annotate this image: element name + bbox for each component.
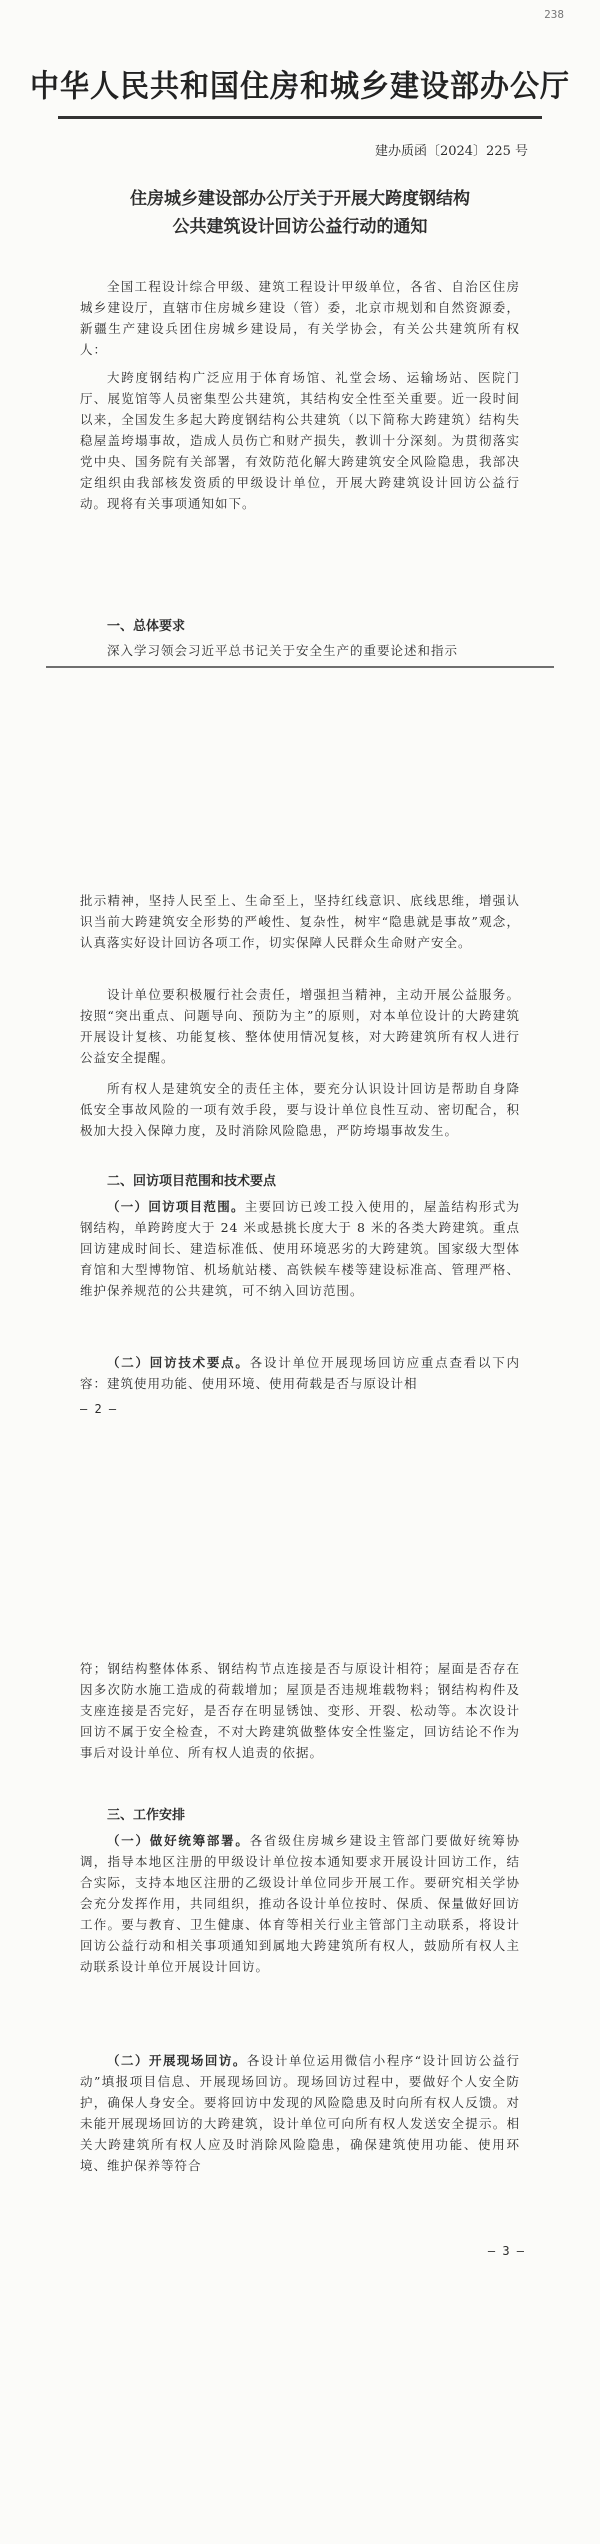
document-page-1 xyxy=(0,0,600,880)
intro-paragraph: 大跨度钢结构广泛应用于体育场馆、礼堂会场、运输场站、医院门厅、展览馆等人员密集型公共建筑，其结构安全性至关重要。近一段时间以来，全国发生多起大跨度钢结构公共建筑（以下简称大跨建筑）结构失稳屋盖垮塌事故，造成人员伤亡和财产损失，教训十分深刻。为贯彻落实党中央、国务院有关部署，有效防范化解大跨建筑安全风险隐患，我部决定组织由我部核发资质的甲级设计单位，开展大跨建筑设计回访公益行动。现将有关事项通知如下。 xyxy=(80,370,520,511)
general-requirements-paragraph-cont: 批示精神，坚持人民至上、生命至上，坚持红线意识、底线思维，增强认识当前大跨建筑安全形势的严峻性、复杂性，树牢“隐患就是事故”观念，认真落实好设计回访各项工作，切实保障人民群众生命财产安全。 xyxy=(80,893,520,950)
technical-points-paragraph xyxy=(80,1352,520,1394)
section-heading-3: 三、工作安排 xyxy=(107,1808,186,1823)
document-page-3 xyxy=(0,1640,600,2544)
page-number-3: — 3 — xyxy=(487,2244,524,2258)
document-page-2 xyxy=(0,880,600,1640)
site-visit-text: 各设计单位运用微信小程序“设计回访公益行动”填报项目信息、开展现场回访。现场回访过程中，要做好个人安全防护，确保人身安全。要将回访中发现的风险隐患及时向所有权人反馈。对未能开展现场回访的大跨建筑，设计单位可向所有权人发送安全提示。相关大跨建筑所有权人应及时消除风险隐患，确保建筑使用功能、使用环境、维护保养等符合 xyxy=(80,2053,520,2173)
site-visit-paragraph xyxy=(80,2050,520,2176)
owner-responsibility-paragraph: 所有权人是建筑安全的责任主体，要充分认识设计回访是帮助自身降低安全事故风险的一项有效手段，要与设计单位良性互动、密切配合，积极加大投入保障力度，及时消除风险隐患，严防垮塌事故发生。 xyxy=(80,1081,520,1138)
general-requirements-paragraph-start: 深入学习领会习近平总书记关于安全生产的重要论述和指示 xyxy=(107,643,459,658)
scope-paragraph xyxy=(80,1196,520,1301)
coordination-paragraph xyxy=(80,1830,520,1977)
site-visit-label: （二）开展现场回访。 xyxy=(107,2053,247,2068)
document-number: 建办质函〔2024〕225 号 xyxy=(374,144,528,159)
technical-points-label: （二）回访技术要点。 xyxy=(107,1355,250,1370)
issuing-office-header: 中华人民共和国住房和城乡建设部办公厅 xyxy=(29,68,570,104)
designer-responsibility-paragraph: 设计单位要积极履行社会责任，增强担当精神，主动开展公益服务。按照“突出重点、问题导向、预防为主”的原则，对本单位设计的大跨建筑开展设计复核、功能复核、整体使用情况复核，对大跨建筑所有权人进行公益安全提醒。 xyxy=(80,987,520,1065)
scope-text: 主要回访已竣工投入使用的，屋盖结构形式为钢结构，单跨跨度大于 24 米或悬挑长度大于 8 米的各类大跨建筑。重点回访建成时间长、建造标准低、使用环境恶劣的大跨建筑。国家级大型体育馆和大型博物馆、机场航站楼、高铁候车楼等建设标准高、管理严格、维护保养规范的公共建筑，可不纳入回访范围。 xyxy=(80,1199,520,1298)
archive-stamp-number: 238 xyxy=(544,8,564,21)
section-heading-2: 二、回访项目范围和技术要点 xyxy=(107,1174,277,1189)
header-rule xyxy=(58,116,542,119)
document-title-line-2: 公共建筑设计回访公益行动的通知 xyxy=(172,217,428,237)
page-number-2: — 2 — xyxy=(80,1402,117,1416)
section-heading-1: 一、总体要求 xyxy=(107,619,186,634)
scope-label: （一）回访项目范围。 xyxy=(107,1199,245,1214)
technical-points-text: 各设计单位开展现场回访应重点查看以下内容：建筑使用功能、使用环境、使用荷载是否与原设计相 xyxy=(80,1355,520,1391)
coordination-text: 各省级住房城乡建设主管部门要做好统筹协调，指导本地区注册的甲级设计单位按本通知要求开展设计回访工作，结合实际，支持本地区注册的乙级设计单位同步开展工作。要研究相关学协会充分发挥作用，共同组织，推动各设计单位按时、保质、保量做好回访工作。要与教育、卫生健康、体育等相关行业主管部门主动联系，将设计回访公益行动和相关事项通知到属地大跨建筑所有权人，鼓励所有权人主动联系设计单位开展设计回访。 xyxy=(80,1833,520,1974)
technical-points-paragraph-cont: 符；钢结构整体体系、钢结构节点连接是否与原设计相符；屋面是否存在因多次防水施工造成的荷载增加；屋顶是否违规堆载物料；钢结构构件及支座连接是否完好，是否存在明显锈蚀、变形、开裂、松动等。本次设计回访不属于安全检查，不对大跨建筑做整体安全性鉴定，回访结论不作为事后对设计单位、所有权人追责的依据。 xyxy=(80,1661,520,1760)
page-break-line-1 xyxy=(46,666,554,668)
addressee-paragraph: 全国工程设计综合甲级、建筑工程设计甲级单位，各省、自治区住房城乡建设厅，直辖市住房城乡建设（管）委，北京市规划和自然资源委，新疆生产建设兵团住房城乡建设局，有关学协会，有关公共建筑所有权人： xyxy=(80,279,520,357)
coordination-label: （一）做好统筹部署。 xyxy=(107,1833,250,1848)
document-title-line-1: 住房城乡建设部办公厅关于开展大跨度钢结构 xyxy=(130,189,470,209)
